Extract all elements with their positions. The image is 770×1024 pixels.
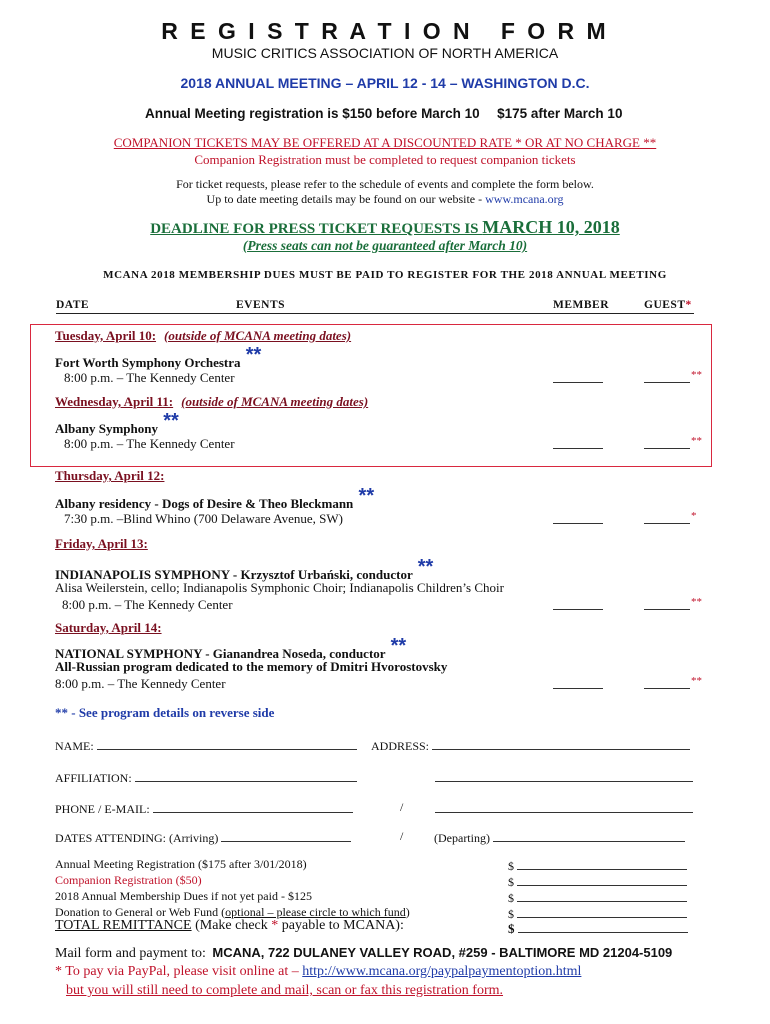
wednesday-label: Wednesday, April 11: bbox=[55, 394, 174, 409]
wednesday-guest-blank[interactable] bbox=[644, 436, 690, 449]
deadline-prefix: DEADLINE FOR PRESS TICKET REQUESTS IS bbox=[150, 221, 483, 237]
thursday-member-blank[interactable] bbox=[553, 511, 603, 524]
saturday-time: 8:00 p.m. – The Kennedy Center bbox=[55, 676, 226, 691]
amount-dues bbox=[508, 889, 687, 906]
address-field[interactable] bbox=[432, 737, 690, 750]
details-note bbox=[0, 192, 770, 207]
companion-required: Companion Registration must be completed to request companion tickets bbox=[194, 152, 576, 167]
affiliation-field[interactable] bbox=[135, 769, 357, 782]
saturday-guest-mark: ** bbox=[691, 675, 702, 687]
phone-label: PHONE / E-MAIL: bbox=[55, 802, 150, 816]
thursday-label: Thursday, April 12: bbox=[55, 468, 165, 483]
name-field[interactable] bbox=[97, 737, 357, 750]
paypal-line bbox=[55, 964, 581, 980]
wednesday-time: 8:00 p.m. – The Kennedy Center bbox=[64, 436, 235, 451]
details-prefix: Up to date meeting details may be found on our website - bbox=[206, 192, 486, 206]
phone-field[interactable] bbox=[153, 800, 353, 813]
ticket-requests-note: For ticket requests, please refer to the schedule of events and complete the form below. bbox=[176, 177, 594, 191]
form-title: R E G I S T R A T I O N F O R M bbox=[161, 18, 609, 44]
arriving-field[interactable] bbox=[221, 829, 351, 842]
friday-time: 8:00 p.m. – The Kennedy Center bbox=[62, 597, 233, 612]
dollar-sign: $ bbox=[508, 921, 515, 936]
amount-annual bbox=[508, 857, 687, 874]
meeting-line: 2018 ANNUAL MEETING – APRIL 12 - 14 – WASHINGTON D.C. bbox=[180, 75, 590, 91]
dollar-sign: $ bbox=[508, 875, 514, 889]
paypal-note: but you will still need to complete and mail, scan or fax this registration form. bbox=[66, 983, 504, 998]
amount-donation-field[interactable] bbox=[517, 905, 687, 918]
dues-notice: MCANA 2018 MEMBERSHIP DUES MUST BE PAID TO REGISTER FOR THE 2018 ANNUAL MEETING bbox=[103, 269, 667, 281]
col-guest bbox=[644, 299, 692, 311]
tuesday-event-title: Fort Worth Symphony Orchestra bbox=[55, 355, 241, 370]
fee-companion: Companion Registration ($50) bbox=[55, 873, 202, 887]
tuesday-label: Tuesday, April 10: bbox=[55, 328, 157, 343]
friday-member-blank[interactable] bbox=[553, 597, 603, 610]
donation-suffix: ) bbox=[405, 905, 410, 919]
tuesday-guest-blank[interactable] bbox=[644, 370, 690, 383]
departing-label: (Departing) bbox=[434, 831, 490, 845]
total-suffix: payable to MCANA): bbox=[278, 918, 404, 933]
departing-row bbox=[434, 829, 685, 846]
col-date: DATE bbox=[56, 299, 90, 311]
arriving-label: DATES ATTENDING: (Arriving) bbox=[55, 831, 219, 845]
total-prefix: (Make check bbox=[191, 918, 272, 933]
friday-guest-mark: ** bbox=[691, 596, 702, 608]
donation-prefix: Donation to General or Web Fund ( bbox=[55, 905, 226, 919]
dollar-sign: $ bbox=[508, 891, 514, 905]
tuesday-note: (outside of MCANA meeting dates) bbox=[164, 328, 352, 343]
fee-before: Annual Meeting registration is $150 before March 10 bbox=[145, 106, 480, 121]
amount-total-field[interactable] bbox=[518, 920, 688, 933]
wednesday-member-blank[interactable] bbox=[553, 436, 603, 449]
column-divider bbox=[56, 313, 694, 314]
saturday-detail: All-Russian program dedicated to the memory of Dmitri Hvorostovsky bbox=[55, 659, 448, 674]
reverse-side-note: ** - See program details on reverse side bbox=[55, 705, 275, 720]
tuesday-time: 8:00 p.m. – The Kennedy Center bbox=[64, 370, 235, 385]
wednesday-event-title: Albany Symphony bbox=[55, 421, 158, 436]
amount-dues-field[interactable] bbox=[517, 889, 687, 902]
mail-address: MCANA, 722 DULANEY VALLEY ROAD, #259 - BALTIMORE MD 21204-5109 bbox=[212, 945, 673, 960]
friday-label: Friday, April 13: bbox=[55, 536, 148, 551]
double-star-icon: ** bbox=[163, 410, 179, 432]
double-star-icon: ** bbox=[390, 635, 407, 657]
double-star-icon: ** bbox=[245, 344, 262, 366]
wednesday-guest-mark: ** bbox=[691, 435, 702, 447]
deadline-line bbox=[0, 217, 770, 238]
address-line-2-field[interactable] bbox=[435, 769, 693, 782]
thursday-time: 7:30 p.m. –Blind Whino (700 Delaware Avenue, SW) bbox=[64, 511, 343, 526]
fee-line bbox=[145, 106, 622, 121]
saturday-event-title: NATIONAL SYMPHONY - Gianandrea Noseda, conductor bbox=[55, 646, 386, 661]
mail-prefix: Mail form and payment to: bbox=[55, 946, 206, 961]
paypal-link[interactable]: http://www.mcana.org/paypalpaymentoption.html bbox=[302, 964, 582, 979]
saturday-label: Saturday, April 14: bbox=[55, 620, 162, 635]
address-row bbox=[371, 737, 690, 754]
total-star: * bbox=[271, 918, 279, 933]
paypal-prefix: * To pay via PayPal, please visit online at – bbox=[55, 964, 303, 979]
phone-slash: / bbox=[400, 800, 404, 814]
dollar-sign: $ bbox=[508, 859, 514, 873]
website-link[interactable]: www.mcana.org bbox=[485, 192, 564, 206]
friday-guest-blank[interactable] bbox=[644, 597, 690, 610]
name-label: NAME: bbox=[55, 739, 94, 753]
fee-after: $175 after March 10 bbox=[497, 106, 623, 121]
thursday-guest-blank[interactable] bbox=[644, 511, 690, 524]
wednesday-note: (outside of MCANA meeting dates) bbox=[181, 394, 369, 409]
tuesday-guest-mark: ** bbox=[691, 369, 702, 381]
amount-companion bbox=[508, 873, 687, 890]
press-note: (Press seats can not be guaranteed after March 10) bbox=[242, 238, 528, 253]
double-star-icon: ** bbox=[358, 485, 375, 507]
dates-slash: / bbox=[400, 829, 404, 843]
affiliation-row bbox=[55, 769, 357, 786]
total-row bbox=[55, 918, 404, 934]
affiliation-label: AFFILIATION: bbox=[55, 771, 132, 785]
amount-annual-field[interactable] bbox=[517, 857, 687, 870]
fee-dues: 2018 Annual Membership Dues if not yet paid - $125 bbox=[55, 889, 312, 903]
col-guest-label: GUEST bbox=[644, 299, 686, 311]
amount-companion-field[interactable] bbox=[517, 873, 687, 886]
thursday-guest-mark: * bbox=[691, 510, 697, 522]
phone-row bbox=[55, 800, 353, 817]
tuesday-header bbox=[55, 327, 351, 345]
col-guest-mark: * bbox=[685, 299, 692, 311]
mail-line bbox=[55, 945, 672, 962]
saturday-member-blank[interactable] bbox=[553, 676, 603, 689]
name-row bbox=[55, 737, 357, 754]
total-label: TOTAL REMITTANCE bbox=[55, 918, 192, 933]
friday-detail: Alisa Weilerstein, cello; Indianapolis Symphonic Choir; Indianapolis Children’s Choir bbox=[55, 580, 504, 595]
thursday-event-title: Albany residency - Dogs of Desire & Theo Bleckmann bbox=[55, 496, 354, 511]
tuesday-member-blank[interactable] bbox=[553, 370, 603, 383]
col-events: EVENTS bbox=[236, 299, 286, 311]
address-label: ADDRESS: bbox=[371, 739, 430, 753]
friday-event-title: INDIANAPOLIS SYMPHONY - Krzysztof Urbański, conductor bbox=[55, 567, 413, 582]
deadline-date: MARCH 10, 2018 bbox=[482, 217, 620, 237]
dollar-sign: $ bbox=[508, 907, 514, 921]
donation-optional: optional – please circle to which fund bbox=[225, 905, 406, 919]
email-field[interactable] bbox=[435, 800, 693, 813]
double-star-icon: ** bbox=[417, 556, 434, 578]
org-name: MUSIC CRITICS ASSOCIATION OF NORTH AMERICA bbox=[211, 45, 559, 61]
wednesday-header bbox=[55, 393, 368, 411]
saturday-guest-blank[interactable] bbox=[644, 676, 690, 689]
dates-row bbox=[55, 829, 351, 846]
fee-annual: Annual Meeting Registration ($175 after 3/01/2018) bbox=[55, 857, 307, 871]
amount-total bbox=[508, 920, 688, 937]
departing-field[interactable] bbox=[493, 829, 685, 842]
companion-notice: COMPANION TICKETS MAY BE OFFERED AT A DISCOUNTED RATE * OR AT NO CHARGE ** bbox=[113, 135, 657, 150]
col-member: MEMBER bbox=[553, 299, 610, 311]
